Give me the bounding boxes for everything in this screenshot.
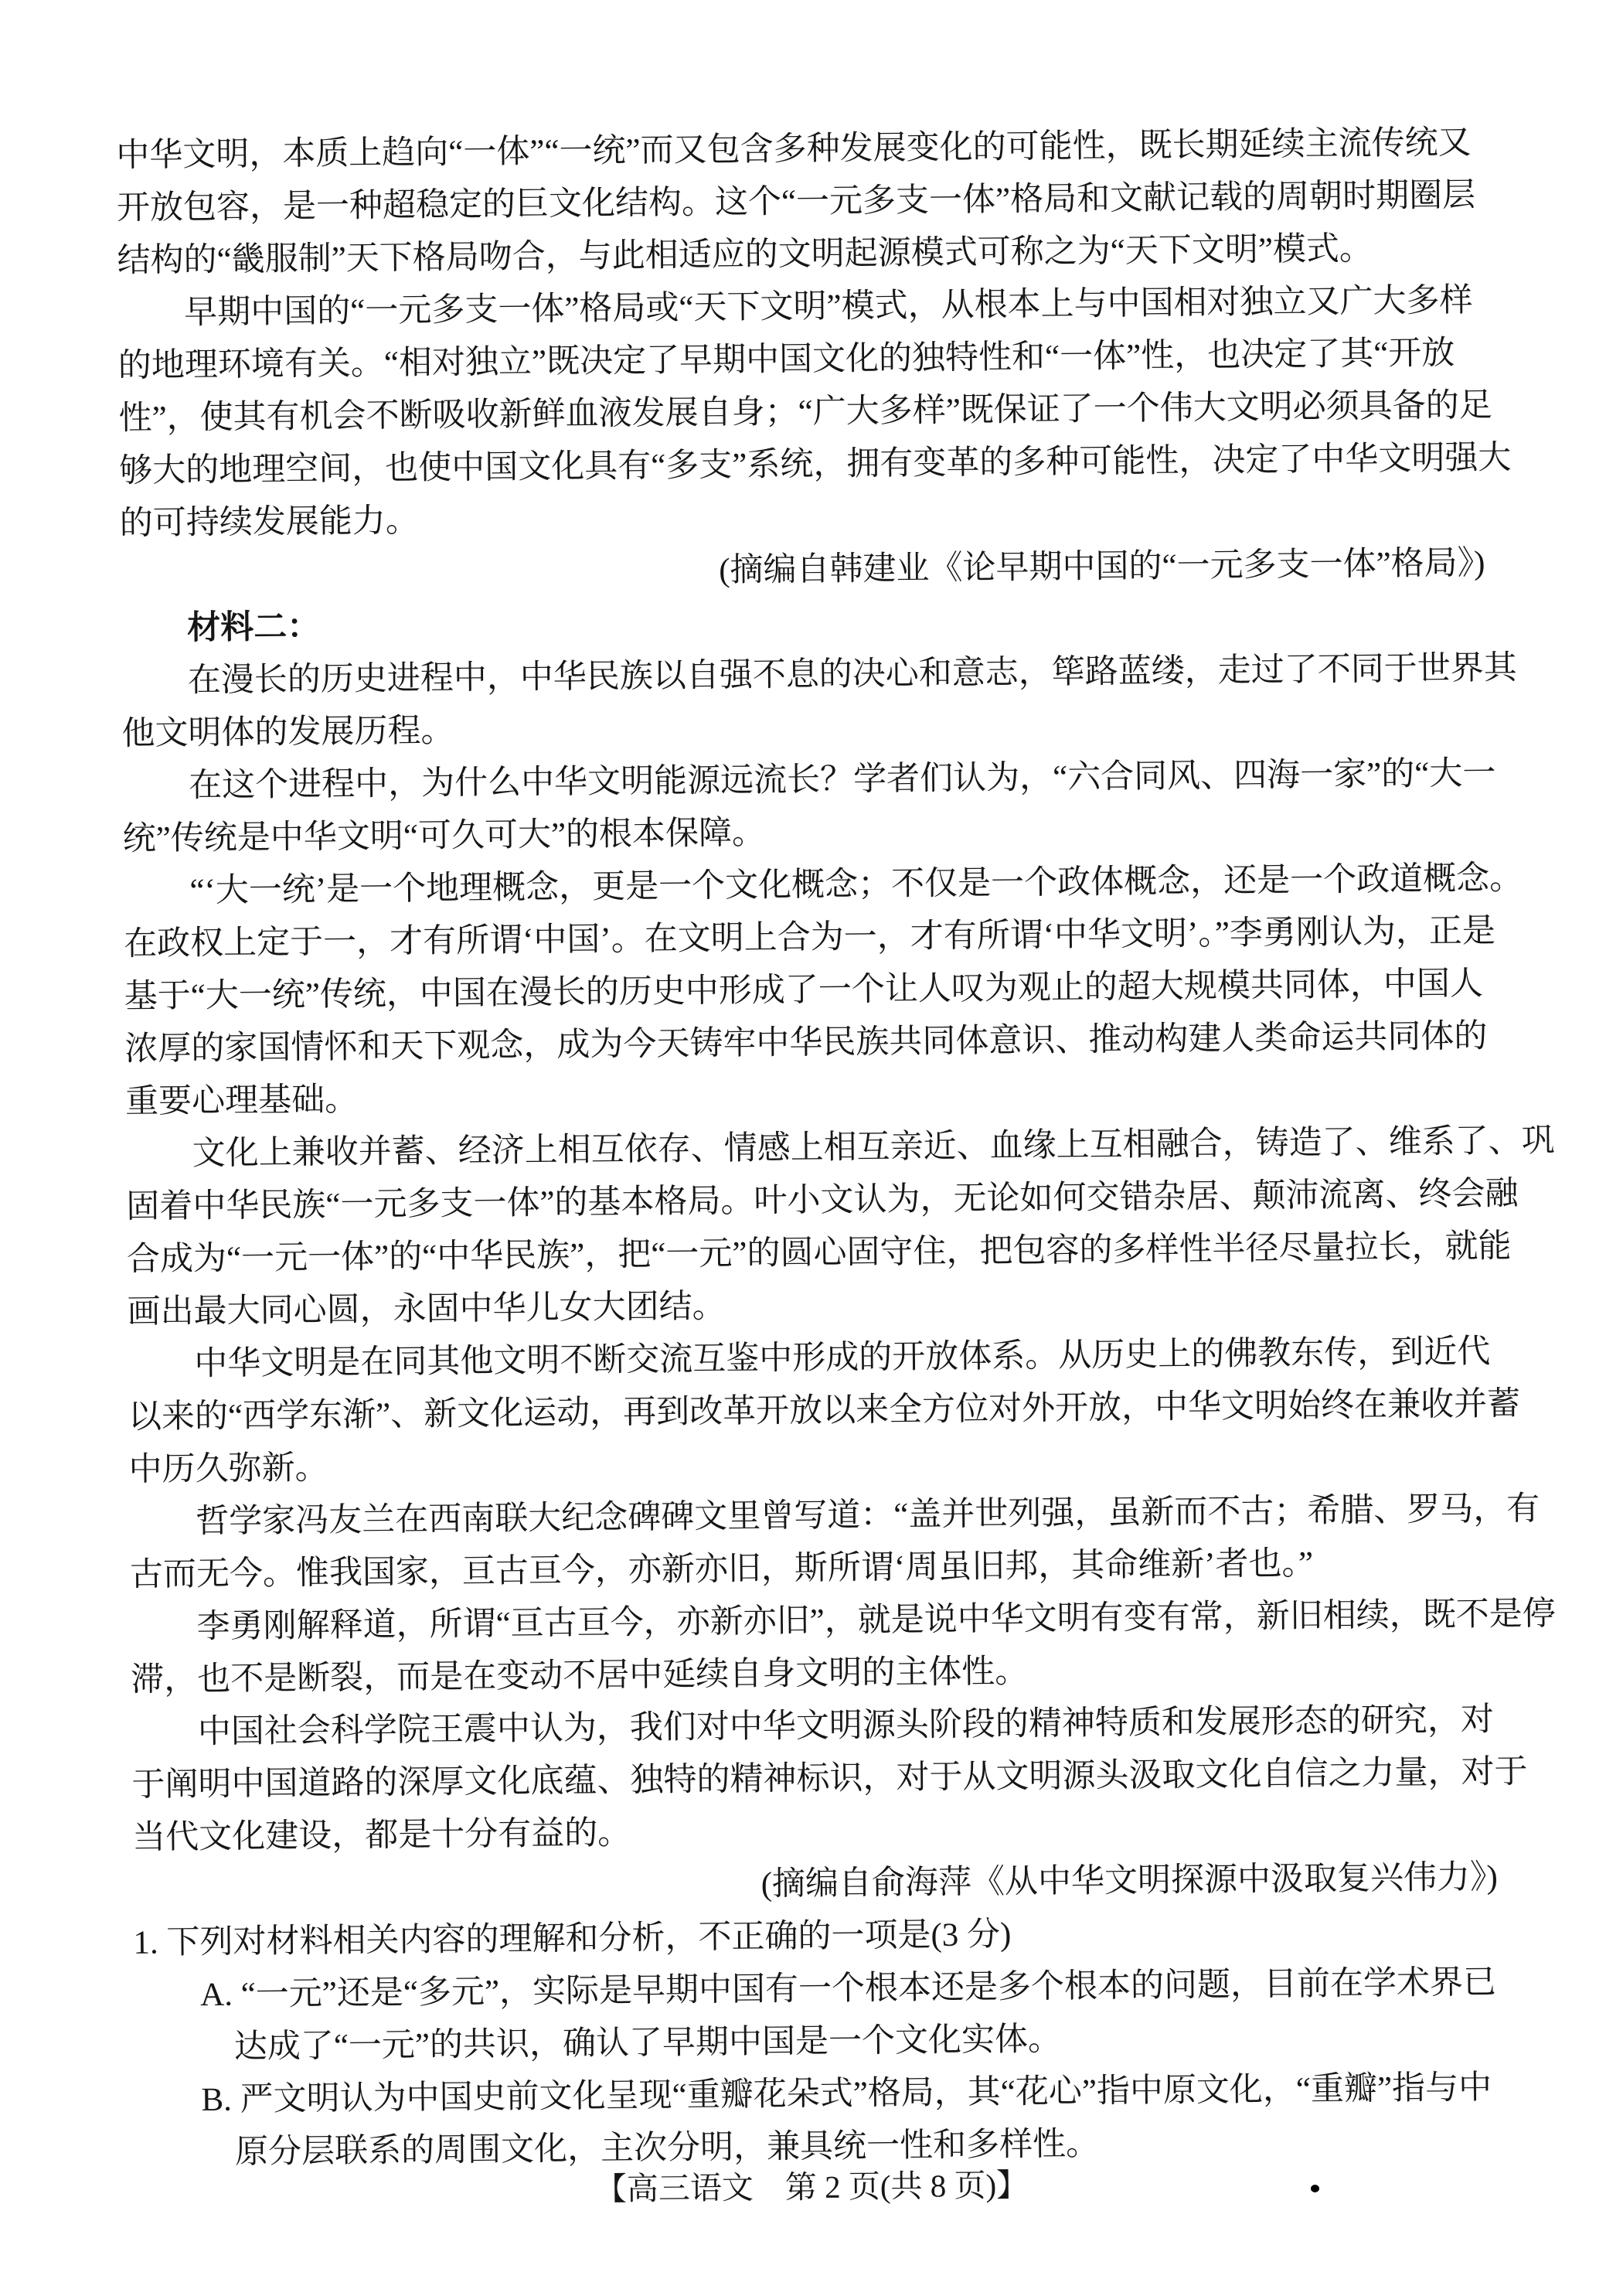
body-line: 基于“大一统”传统，中国在漫长的历史中形成了一个让人叹为观止的超大规模共同体，中国人 — [124, 966, 1484, 1015]
option-line: 原分层联系的周围文化，主次分明，兼具统一性和多样性。 — [134, 2125, 1100, 2172]
body-line: 固着中华民族“一元多支一体”的基本格局。叶小文认为，无论如何交错杂居、颠沛流离、终会融 — [126, 1175, 1519, 1225]
body-line: 中历久弥新。 — [128, 1449, 328, 1488]
body-line: 文化上兼收并蓄、经济上相互依存、情感上相互亲近、血缘上互相融合，铸造了、维系了、巩 — [125, 1122, 1555, 1173]
body-line: 够大的地理空间，也使中国文化具有“多支”系统，拥有变革的多种可能性，决定了中华文明强大 — [119, 439, 1512, 489]
page-footer: 【高三语文 第 2 页(共 8 页)】 — [594, 2167, 1029, 2207]
body-line: 于阐明中国道路的深厚文化底蕴、独特的精神标识，对于从文明源头汲取文化自信之力量，对于 — [131, 1753, 1528, 1804]
body-line: 以来的“西学东渐”、新文化运动，再到改革开放以来全方位对外开放，中华文明始终在兼收并蓄 — [128, 1385, 1521, 1436]
option-line: A. “一元”还是“多元”，实际是早期中国有一个根本还是多个根本的问题，目前在学术界已 — [133, 1964, 1497, 2014]
body-line: 哲学家冯友兰在西南联大纪念碑碑文里曾写道：“盖并世列强，虽新而不古；希腊、罗马，有 — [129, 1490, 1540, 1541]
body-line: “‘大一统’是一个地理概念，更是一个文化概念；不仅是一个政体概念，还是一个政道概念。 — [123, 860, 1523, 910]
scan-ink-dot — [1311, 2185, 1319, 2192]
question-stem-line: 1. 下列对材料相关内容的理解和分析，不正确的一项是(3 分) — [133, 1916, 1012, 1961]
body-line: 中华文明是在同其他文明不断交流互鉴中形成的开放体系。从历史上的佛教东传，到近代 — [128, 1334, 1491, 1383]
body-line: 中华文明，本质上趋向“一体”“一统”而又包含多种发展变化的可能性，既长期延续主流传统又 — [116, 124, 1472, 174]
body-line: 在这个进程中，为什么中华文明能源远流长？学者们认为，“六合同风、四海一家”的“大一 — [121, 755, 1496, 805]
body-line: 在漫长的历史进程中，中华民族以自强不息的决心和意志，筚路蓝缕，走过了不同于世界其 — [121, 649, 1517, 700]
body-line: 合成为“一元一体”的“中华民族”，把“一元”的圆心固守住，把包容的多样性半径尽量拉长，就能 — [126, 1228, 1512, 1278]
body-line: 早期中国的“一元多支一体”格局或“天下文明”模式，从根本上与中国相对独立又广大多样 — [117, 282, 1473, 332]
body-line: 结构的“畿服制”天下格局吻合，与此相适应的文明起源模式可称之为“天下文明”模式。 — [117, 230, 1373, 279]
body-line: 在政权上定于一，才有所谓‘中国’。在文明上合为一，才有所谓‘中华文明’。”李勇刚认为，正是 — [123, 912, 1496, 962]
body-line: 当代文化建设，都是十分有益的。 — [131, 1814, 631, 1856]
body-line: 统”传统是中华文明“可久可大”的根本保障。 — [122, 814, 766, 857]
body-line: 重要心理基础。 — [124, 1082, 359, 1120]
body-line: 性”，使其有机会不断吸收新鲜血液发展自身；“广大多样”既保证了一个伟大文明必须具备的足 — [118, 387, 1492, 437]
body-line: 的可持续发展能力。 — [119, 502, 420, 542]
body-line: 开放包容，是一种超稳定的巨文化结构。这个“一元多支一体”格局和文献记载的周朝时期圈层 — [116, 177, 1476, 227]
option-line: B. 严文明认为中国史前文化呈现“重瓣花朵式”格局，其“花心”指中原文化，“重瓣”指与中 — [134, 2069, 1492, 2119]
body-line: 古而无今。惟我国家，亘古亘今，亦新亦旧，斯所谓‘周虽旧邦，其命维新’者也。” — [129, 1545, 1314, 1593]
attribution-line: (摘编自韩建业《论早期中国的“一元多支一体”格局》) — [718, 545, 1485, 589]
option-line: 达成了“一元”的共识，确认了早期中国是一个文化实体。 — [134, 2021, 1062, 2066]
body-line: 他文明体的发展历程。 — [121, 712, 454, 752]
body-line: 中国社会科学院王震中认为，我们对中华文明源头阶段的精神特质和发展形态的研究，对 — [131, 1701, 1495, 1751]
attribution-line: (摘编自俞海萍《从中华文明探源中汲取复兴伟力》) — [760, 1858, 1499, 1903]
body-line: 浓厚的家国情怀和天下观念，成为今天铸牢中华民族共同体意识、推动构建人类命运共同体的 — [124, 1018, 1488, 1068]
material-heading: 材料二： — [120, 608, 321, 647]
body-line: 的地理环境有关。“相对独立”既决定了早期中国文化的独特性和“一体”性，也决定了其“开放 — [117, 335, 1455, 384]
body-line: 滞，也不是断裂，而是在变动不居中延续自身文明的主体性。 — [131, 1653, 1029, 1698]
body-line: 李勇刚解释道，所谓“亘古亘今，亦新亦旧”，就是说中华文明有变有常，新旧相续，既不是停 — [130, 1596, 1556, 1646]
body-line: 画出最大同心圆，永固中华儿女大团结。 — [127, 1288, 726, 1330]
document-lines — [116, 117, 1556, 2180]
